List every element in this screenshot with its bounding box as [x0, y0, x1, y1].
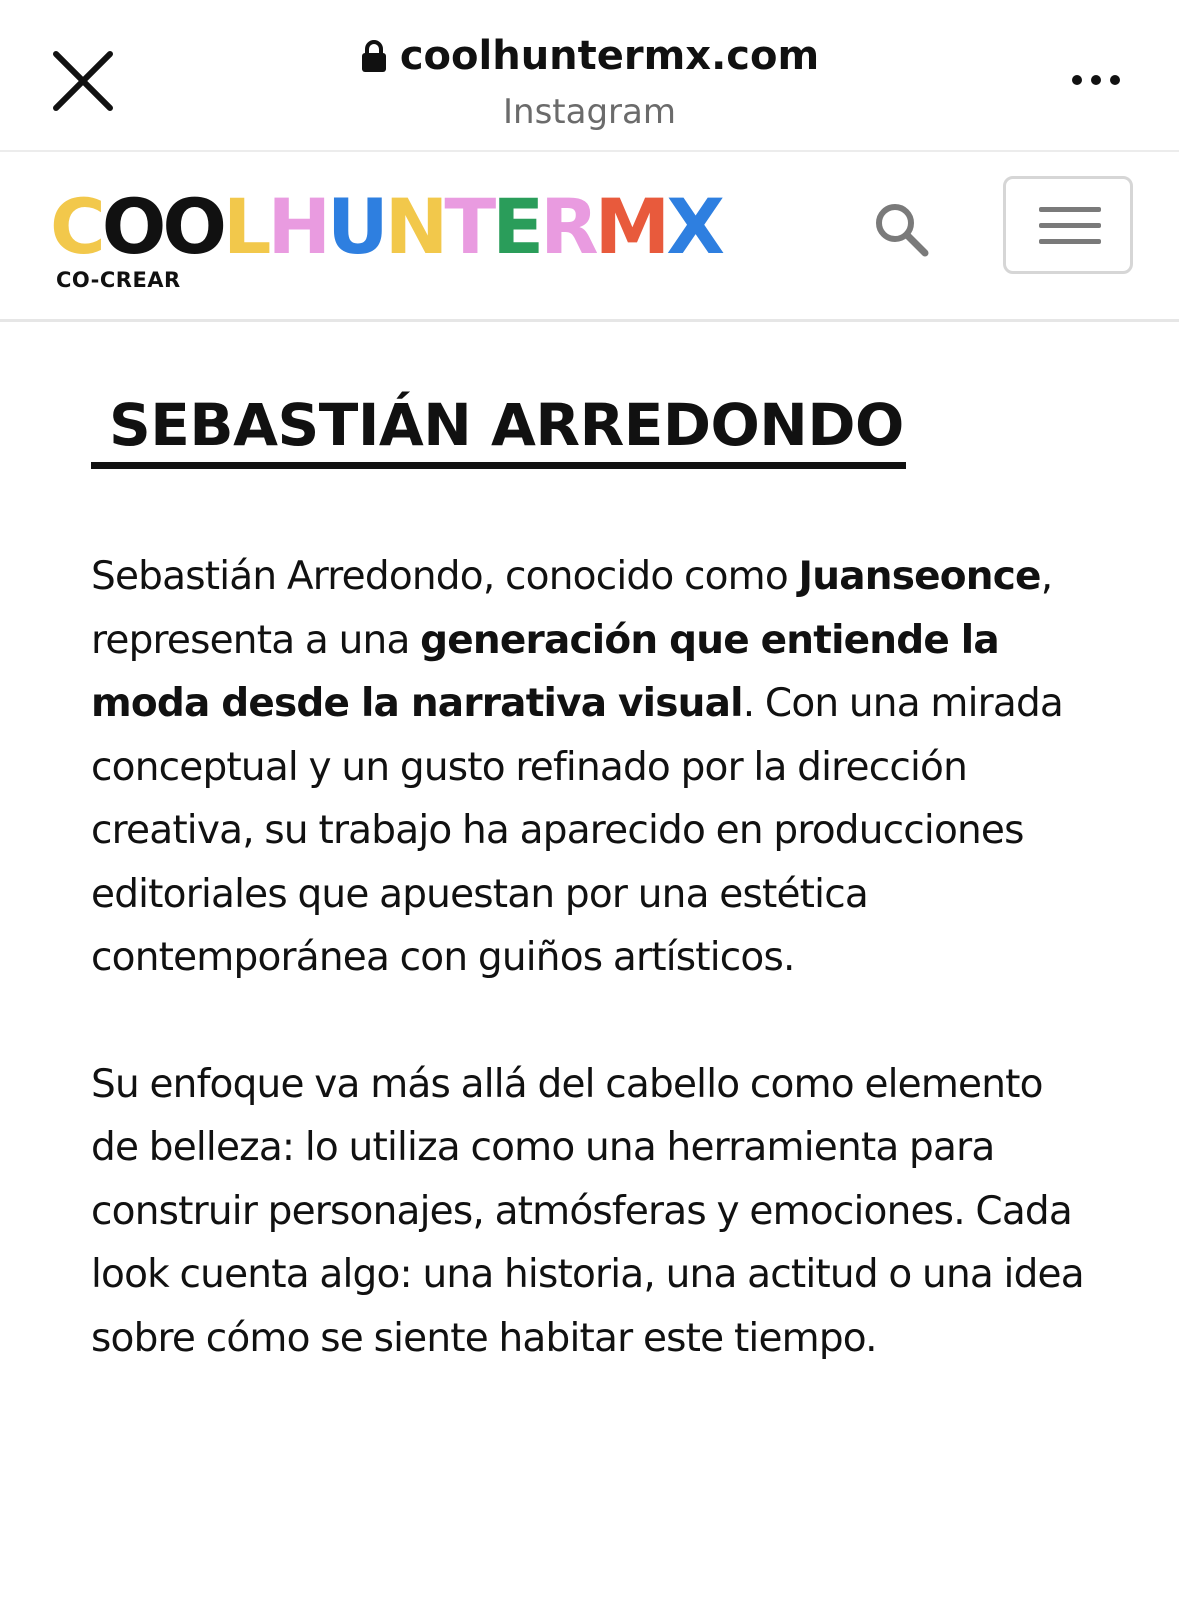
url-block[interactable] — [0, 30, 1179, 134]
search-icon — [872, 200, 930, 258]
logo-tagline: CO-CREAR — [56, 268, 181, 292]
site-logo[interactable] — [50, 182, 721, 310]
logo-letter: O — [162, 182, 223, 271]
url-line — [360, 30, 819, 82]
p1-bold-1: Juanseonce — [798, 554, 1041, 599]
more-button[interactable] — [1071, 70, 1121, 90]
logo-letter: L — [223, 182, 268, 271]
logo-letter: X — [666, 182, 721, 271]
logo-letter: T — [444, 182, 493, 271]
logo-letter: H — [267, 182, 328, 271]
logo-letter: N — [384, 182, 445, 271]
logo-wordmark — [50, 182, 721, 271]
logo-letter: U — [327, 182, 385, 271]
article-paragraph-2: Su enfoque va más allá del cabello como elemento de belleza: lo utiliza como una herramienta para construir personajes, atmósferas y emociones. Cada look cuenta algo: una historia, una actitud o una idea sobre cómo se siente habitar este tiempo. — [91, 1061, 1084, 1361]
lock-icon — [360, 39, 388, 73]
logo-letter: R — [540, 182, 595, 271]
p1-text-1: Sebastián Arredondo, conocido como — [91, 554, 799, 599]
article-paragraph-1 — [91, 545, 1091, 990]
p1-bold-2: generación que entiende la moda desde la narrativa visual — [91, 617, 999, 726]
article — [91, 322, 1091, 1370]
p1-text-3: . Con una mirada conceptual y un gusto refinado por la dirección creativa, su trabajo ha aparecido en producciones editoriales que apuestan por una estética contemporánea con guiños artísticos. — [91, 681, 1064, 980]
article-title: SEBASTIÁN ARREDONDO — [109, 391, 904, 459]
site-header — [0, 152, 1179, 322]
logo-letter: M — [594, 182, 667, 271]
url-source: Instagram — [503, 92, 676, 132]
logo-letter: O — [101, 182, 163, 271]
browser-bar — [0, 0, 1179, 152]
menu-button[interactable] — [1003, 176, 1133, 274]
logo-letter: C — [50, 182, 102, 271]
title-underline — [91, 392, 906, 469]
url-domain: coolhuntermx.com — [399, 33, 820, 79]
search-button[interactable] — [872, 200, 930, 258]
more-icon — [1071, 70, 1121, 90]
logo-letter: E — [492, 182, 541, 271]
p1-text-2: , representa a una — [91, 554, 1053, 663]
